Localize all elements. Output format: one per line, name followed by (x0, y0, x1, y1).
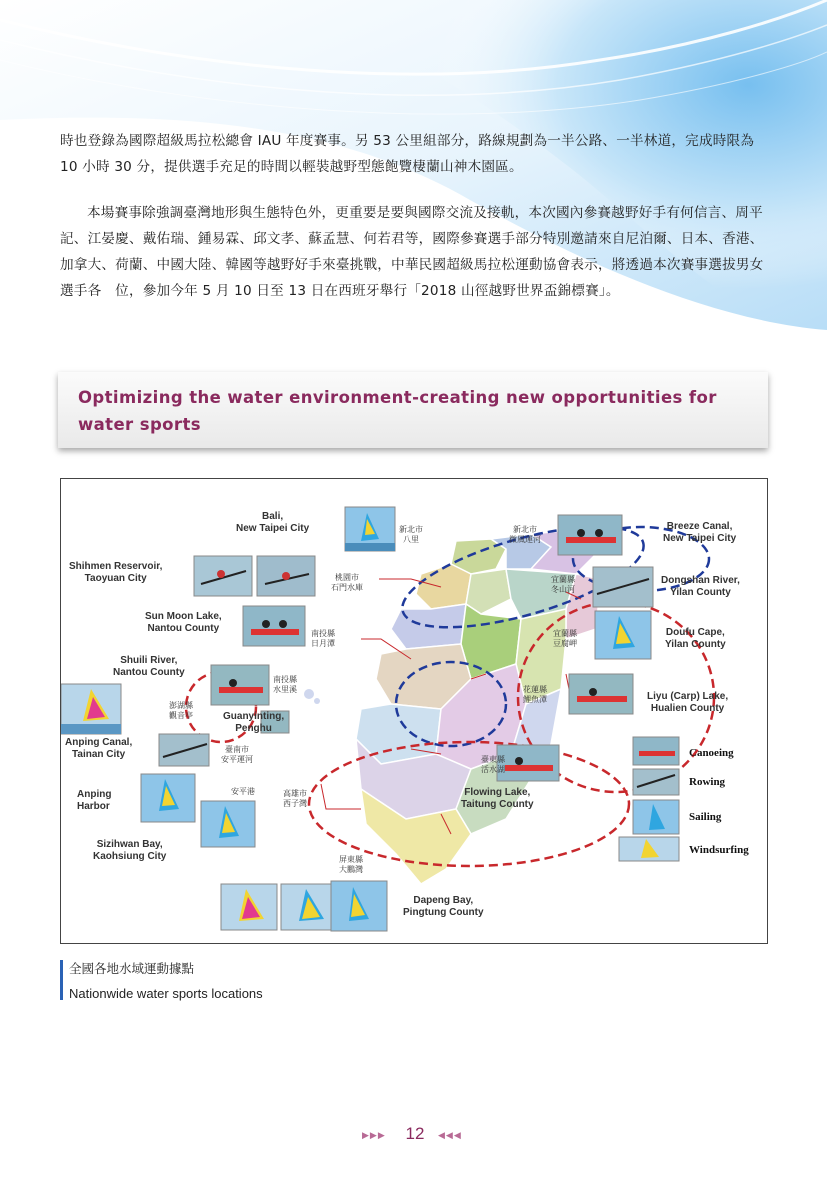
label-dongshan: Dongshan River, Yilan County (661, 575, 740, 598)
page-arrows-right: ◀◀◀ (438, 1131, 462, 1141)
zh-label-doufu: 宜蘭縣 豆腐岬 (553, 629, 577, 648)
page-number: 12 (405, 1124, 425, 1143)
zh-label-anping: 安平港 (231, 787, 255, 796)
label-liyu: Liyu (Carp) Lake, Hualien County (647, 691, 729, 714)
zh-label-bali: 新北市 八里 (399, 525, 423, 544)
zh-label-pingtung: 屏東縣 大鵬灣 (339, 855, 363, 874)
legend-windsurfing: Windsurfing (689, 844, 749, 856)
zh-label-kaohsiung: 高雄市 西子灣 (283, 789, 307, 808)
label-bali: Bali, New Taipei City (236, 511, 310, 534)
caption-chinese: 全國各地水域運動據點 (69, 961, 195, 976)
label-shuili: Shuili River, Nantou County (113, 655, 185, 678)
label-anping-harbor: Anping Harbor (77, 789, 112, 812)
legend-rowing: Rowing (689, 776, 726, 788)
label-dapeng: Dapeng Bay, Pingtung County (403, 895, 484, 918)
section-banner (58, 372, 768, 448)
body-paragraph-2: 本場賽事除強調臺灣地形與生態特色外，更重要是要與國際交流及接軌，本次國內參賽越野好手有何信言、周平記、江晏慶、戴佑瑞、鍾易霖、邱文孝、蘇孟慧、何若君等，國際參賽選手部分特別邀請來自尼泊爾、日本、香港、加拿大、荷蘭、中國大陸、韓國等越野好手來臺挑戰，中華民國超級馬拉松運動協會表示，將透過本次賽事選拔男女選手各 位，參加今年 5 月 10 日至 13 日在西班牙舉行「2018 山徑越野世界盃錦標賽」。 (60, 205, 764, 299)
header-wave-decoration (0, 0, 827, 360)
zh-label-liyu: 花蓮縣 鯉魚潭 (523, 685, 547, 704)
label-sun-moon: Sun Moon Lake, Nantou County (145, 611, 222, 634)
label-doufu: Doufu Cape, Yilan County (665, 627, 726, 650)
zh-label-shihmen: 桃園市 石門水庫 (331, 573, 363, 592)
label-sizihwan: Sizihwan Bay, Kaohsiung City (93, 839, 167, 862)
zh-label-shuili: 南投縣 水里溪 (273, 675, 297, 694)
zh-label-flowing: 臺東縣 活水湖 (481, 755, 505, 774)
label-shihmen: Shihmen Reservoir, Taoyuan City (69, 561, 163, 584)
caption-english: Nationwide water sports locations (69, 986, 263, 1001)
zh-label-tainan: 臺南市 安平運河 (221, 745, 253, 764)
zh-label-sun-moon: 南投縣 日月潭 (311, 629, 335, 648)
zh-label-penghu: 澎湖縣 觀音亭 (169, 701, 193, 720)
zh-label-breeze: 新北市 微風運河 (509, 525, 541, 544)
label-anping-canal: Anping Canal, Tainan City (65, 737, 133, 760)
body-paragraph-1: 時也登錄為國際超級馬拉松總會 IAU 年度賽事。另 53 公里組部分，路線規劃為一半公路、一半林道，完成時限為 10 小時 30 分，提供選手充足的時間以輕裝越野型態飽覽棲蘭山神木園區。 (60, 133, 755, 175)
label-breeze: Breeze Canal, New Taipei City (663, 521, 737, 544)
zh-label-dongshan: 宜蘭縣 冬山河 (551, 575, 575, 594)
legend-sailing: Sailing (689, 811, 722, 823)
label-guanyinting: Guanyinting, Penghu (223, 711, 285, 734)
legend-canoeing: Canoeing (689, 747, 734, 759)
section-title: Optimizing the water environment-creating new opportunities for water sports (78, 388, 717, 434)
label-flowing: Flowing Lake, Taitung County (461, 787, 534, 810)
caption-bar (60, 960, 63, 1000)
page-arrows-left: ▶▶▶ (362, 1131, 386, 1141)
water-sports-map (60, 478, 768, 944)
